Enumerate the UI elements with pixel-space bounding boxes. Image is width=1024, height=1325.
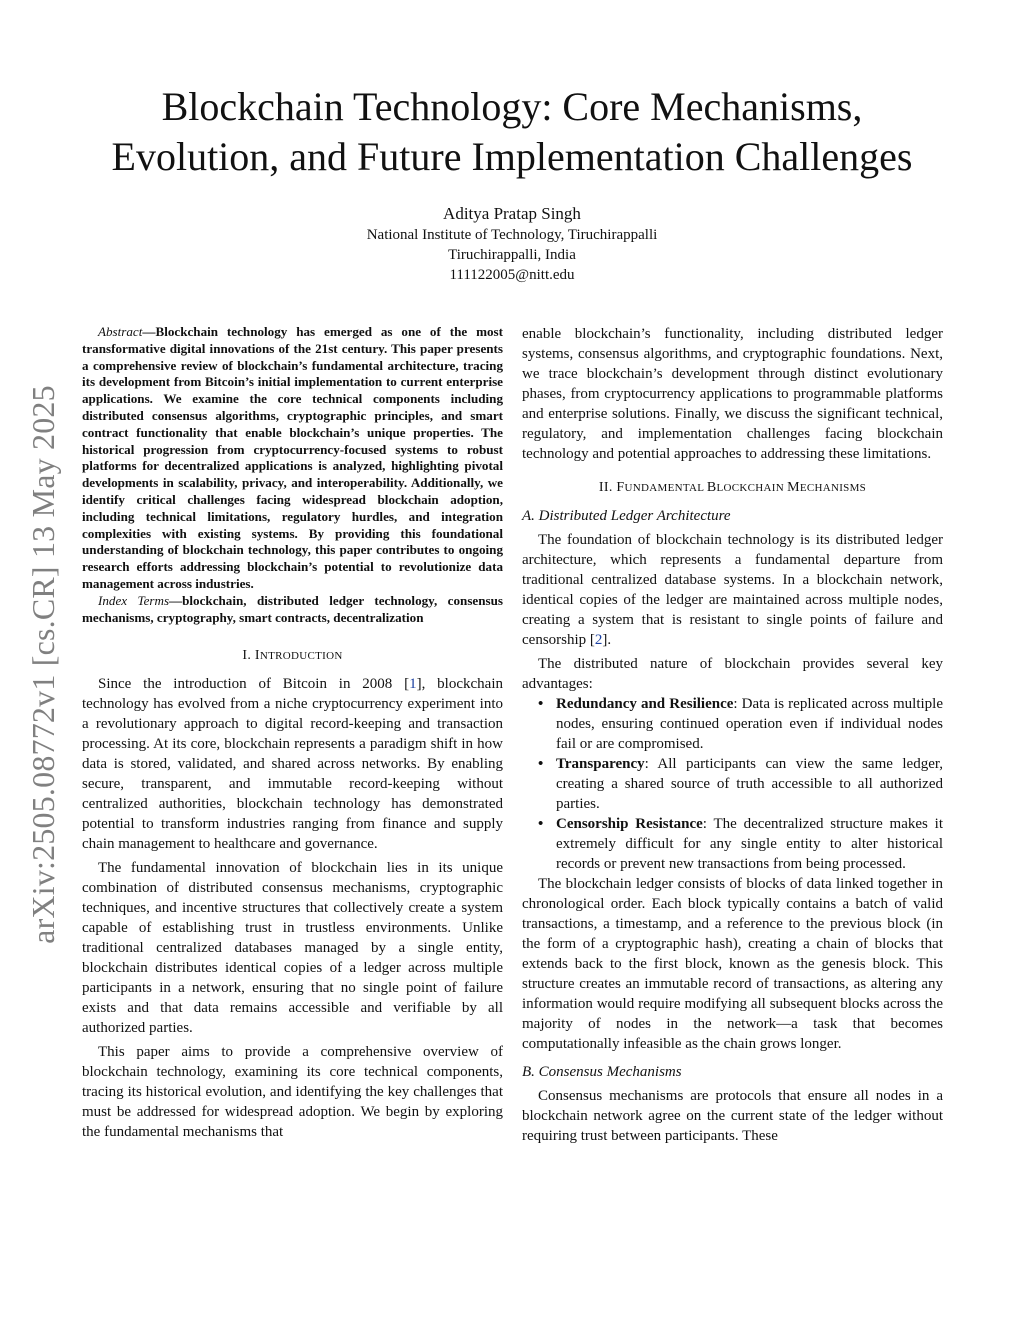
- title-line-1: Blockchain Technology: Core Mechanisms,: [161, 84, 863, 129]
- list-item: • Censorship Resistance: The decentralized structure makes it extremely difficult for any single entity to alter historical records or prevent new transactions from being processed.: [538, 816, 943, 872]
- author-email: 111122005@nitt.edu: [449, 267, 575, 283]
- bullet-icon: •: [538, 696, 544, 712]
- index-terms-label: Index Terms: [98, 592, 170, 608]
- section-heading-fundamental-mechanisms: II. FUNDAMENTAL BLOCKCHAIN MECHANISMS: [598, 480, 867, 495]
- abstract-label: Abstract: [98, 324, 143, 339]
- arxiv-identifier: arXiv:2505.08772v1 [cs.CR] 13 May 2025: [24, 384, 61, 944]
- intro-paragraph-3-continued: enable blockchain’s functionality, including distributed ledger systems, consensus algorithms, and cryptographic foundations. Next, we trace blockchain’s development through distinct evolutionary phases, from cryptocurrency applications to programmable platforms and enterprise solutions. Finally, we discuss the significant technical, regulatory, and implementation challenges facing blockchain technology and potential approaches to addressing these limitations.: [522, 326, 943, 462]
- consensus-paragraph-1: Consensus mechanisms are protocols that ensure all nodes in a blockchain network agree on the current state of the ledger without requiring trust between participants. These: [522, 1088, 943, 1144]
- list-item: • Redundancy and Resilience: Data is replicated across multiple nodes, ensuring continued operation even if individual nodes fail or are compromised.: [538, 696, 943, 752]
- ledger-paragraph-1: The foundation of blockchain technology is its distributed ledger architecture, which represents a fundamental departure from traditional centralized database systems. In a blockchain network, identical copies of the ledger are maintained across multiple nodes, creating a system that is resistant to single points of failure and censorship [2].: [522, 532, 943, 648]
- citation-link-2[interactable]: 2: [594, 632, 603, 648]
- left-column: [82, 324, 503, 1142]
- arxiv-sidebar-stamp: [20, 368, 66, 960]
- index-terms-text: —blockchain, distributed ledger technology, consensus mechanisms, cryptography, smart contracts, decentralization: [82, 592, 503, 625]
- author-location: Tiruchirappalli, India: [448, 247, 576, 263]
- title-line-2: Evolution, and Future Implementation Challenges: [111, 134, 913, 179]
- author-affiliation: National Institute of Technology, Tiruchirappalli: [366, 227, 658, 243]
- right-column: [522, 324, 943, 1146]
- abstract-text: —Blockchain technology has emerged as one of the most transformative digital innovations of the 21st century. This paper presents a comprehensive review of blockchain’s fundamental architecture, tracing its development from Bitcoin’s initial implementation to current enterprise applications. We examine the core technical components including distributed consensus algorithms, cryptographic principles, and smart contract functionality that enable blockchain’s unique properties. The historical progression from cryptocurrency-focused systems to robust platforms for decentralized applications is analyzed, highlighting pivotal developments in scalability, privacy, and interoperability. Additionally, we identify critical challenges facing widespread blockchain adoption, including technical limitations, regulatory hurdles, and integration complexities with existing systems. By providing this foundational understanding of blockchain technology, this paper contributes to ongoing research efforts addressing blockchain’s potential to revolutionize data management across industries.: [82, 324, 503, 591]
- bullet-icon: •: [538, 756, 544, 772]
- intro-paragraph-3: This paper aims to provide a comprehensive overview of blockchain technology, examining its core technical components, tracing its historical evolution, and identifying the key challenges that must be addressed for widespread adoption. We begin by exploring the fundamental mechanisms that: [82, 1044, 503, 1141]
- section-heading-introduction: I. INTRODUCTION: [242, 648, 343, 664]
- abstract: [82, 324, 503, 593]
- subsection-heading-distributed-ledger: A. Distributed Ledger Architecture: [522, 508, 731, 524]
- citation-link-1[interactable]: 1: [409, 676, 417, 693]
- intro-paragraph-1: Since the introduction of Bitcoin in 2008 [1], blockchain technology has evolved from a niche cryptocurrency experiment into a revolutionary approach to digital record-keeping and transaction processing. At its core, blockchain represents a paradigm shift in how data is stored, validated, and shared across networks. By enabling secure, transparent, and immutable record-keeping without centralized authorities, blockchain technology has demonstrated potential to transform industries ranging from finance and supply chain management to healthcare and governance.: [82, 676, 503, 853]
- subsection-heading-consensus: B. Consensus Mechanisms: [522, 1064, 682, 1080]
- list-item: • Transparency: All participants can view the same ledger, creating a shared source of truth accessible to all authorized parties.: [538, 756, 943, 812]
- index-terms: [82, 593, 503, 627]
- advantages-list: [522, 694, 943, 874]
- author-name: Aditya Pratap Singh: [443, 204, 581, 223]
- intro-paragraph-2: The fundamental innovation of blockchain lies in its unique combination of distributed consensus mechanisms, cryptographic techniques, and incentive structures that collectively create a system capable of establishing trust in trustless environments. Unlike traditional centralized databases managed by a single entity, blockchain distributes identical copies of a ledger across multiple participants in a network, ensuring that no single point of failure exists and that data remains accessible and verifiable by all authorized parties.: [82, 860, 503, 1037]
- paper-title: [60, 82, 964, 182]
- ledger-paragraph-2: The distributed nature of blockchain provides several key advantages:: [522, 656, 943, 692]
- bullet-icon: •: [538, 816, 544, 832]
- author-block: [60, 203, 964, 285]
- ledger-paragraph-3: The blockchain ledger consists of blocks of data linked together in chronological order. Each block typically contains a batch of valid transactions, a timestamp, and a reference to the previous block (in the form of a cryptographic hash), creating a chain of blocks that extends back to the first block, known as the genesis block. This structure creates an immutable record of transactions, as altering any information would require modifying all subsequent blocks across the majority of nodes in the network—a task that becomes computationally infeasible as the chain grows longer.: [522, 876, 943, 1052]
